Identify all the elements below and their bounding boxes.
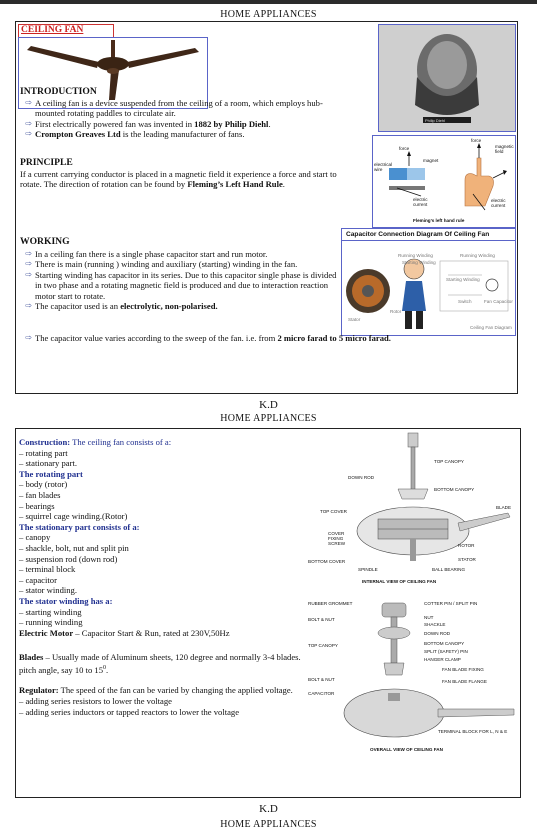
working-list-last: [20, 333, 514, 343]
portrait-illustration: [379, 25, 515, 131]
inventor-portrait: [378, 24, 516, 132]
fleming-current-label: electric current: [413, 197, 428, 207]
arrow-icon: ⇨: [25, 333, 32, 342]
fleming-wire-label: electrical wire: [374, 162, 393, 172]
footer-kd-1: K.D: [259, 399, 278, 411]
working-list: [20, 249, 338, 311]
diag-top-cover: TOP COVER: [320, 509, 347, 514]
intro-list: [20, 98, 350, 140]
diag-rotor: ROTOR: [458, 543, 475, 548]
diag-bottom-canopy: BOTTOM CANOPY: [434, 487, 475, 492]
diag-down-rod: DOWN ROD: [348, 475, 375, 480]
list-item: ⇨ Starting winding has capacitor in its series. Due to this capacitor single phase is divided in two phase and a rotating magnetic field is produced and due to interaction reaction motor start to rotate.: [20, 270, 338, 301]
cap-label: Running Winding: [460, 253, 495, 258]
arrow-icon: ⇨: [25, 249, 32, 258]
list-item: ⇨ In a ceiling fan there is a single phase capacitor start and run motor.: [20, 249, 338, 259]
cap-label: Ceiling Fan Diagram: [470, 325, 512, 330]
cap-label: Running Winding: [398, 253, 433, 258]
diag-stator: STATOR: [458, 557, 476, 562]
cap-label: Stator: [348, 317, 361, 322]
diag-bolt-nut: BOLT & NUT: [308, 617, 335, 622]
overall-view-diagram: [308, 597, 516, 759]
section-title: CEILING FAN: [21, 25, 84, 35]
arrow-icon: ⇨: [25, 98, 32, 107]
diag-bolt-nut-2: BOLT & NUT: [308, 677, 335, 682]
top-dark-bar: [0, 0, 537, 4]
cap-label: Switch: [458, 299, 472, 304]
list-item: ⇨ The capacitor value varies according to the sweep of the fan. i.e. from 2 micro farad to 5 micro farad.: [20, 333, 514, 343]
internal-title: INTERNAL VIEW OF CEILING FAN: [362, 579, 437, 584]
cap-label: Starting Winding: [446, 277, 480, 282]
capacitor-diagram: [341, 228, 516, 336]
diag-rubber: RUBBER GROMMET: [308, 601, 353, 606]
internal-view-diagram: [308, 431, 516, 591]
diag-split-pin: SPLIT (SAFETY) PIN: [424, 649, 468, 654]
fleming-illustration: [373, 136, 515, 227]
construction-text: Construction: The ceiling fan consists of a: – rotating part – stationary part. The rotating part – body (rotor) – fan blades – bearings – squirrel cage winding.(Rotor) The stationary part consists of a: – canopy – shackle, bolt, nut and split pin – suspension rod (down rod) – terminal block – capacitor – stator winding. The stator winding has a: – starting winding – running winding Electric Motor – Capacitor Start & Run, rated at 230V,50Hz Blades – Usually made of Aluminum sheets, 120 degree and normally 3-4 blades. pitch angle, say 10 to $15^0$. Regulator: The speed of the fan can be varied by changing the applied voltage. – adding series resistors to lower the voltage – adding series inductors or tapped reactors to lower the voltage: [19, 437, 301, 717]
diag-down-rod-2: DOWN ROD: [424, 631, 451, 636]
fleming-diagram: [372, 135, 516, 228]
diag-top-canopy: TOP CANOPY: [434, 459, 464, 464]
fleming-field-label: magnetic field: [495, 144, 514, 154]
page-header-2: HOME APPLIANCES: [220, 413, 317, 424]
diag-nut: NUT: [424, 615, 434, 620]
principle-text: If a current carrying conductor is placed in a magnetic field it experience a force and start to rotate. The direction of rotation can be found by Fleming’s Left Hand Rule.: [20, 169, 337, 190]
page-1: [15, 21, 518, 394]
diag-fan-blade-fixing: FAN BLADE FIXING: [442, 667, 484, 672]
diag-cover-fixing: COVER FIXING SCREW: [328, 531, 346, 546]
diag-capacitor: CAPACITOR: [308, 691, 335, 696]
diag-top-canopy-2: TOP CANOPY: [308, 643, 338, 648]
overall-view-illustration: [308, 597, 516, 759]
diag-fan-blade-flange: FAN BLADE FLANGE: [442, 679, 487, 684]
fleming-magnet-label: magnet: [423, 158, 439, 163]
diag-hanger: HANGER CLAMP: [424, 657, 461, 662]
page-2: [15, 428, 521, 798]
diag-terminal: TERMINAL BLOCK FOR L, N & E: [438, 729, 508, 734]
diag-cotter: COTTER PIN / SPLIT PIN: [424, 601, 478, 606]
arrow-icon: ⇨: [25, 259, 32, 269]
diag-bottom-canopy-2: BOTTOM CANOPY: [424, 641, 465, 646]
principle-heading: PRINCIPLE: [20, 157, 73, 168]
page-header-1: HOME APPLIANCES: [220, 9, 317, 20]
page-header-3: HOME APPLIANCES: [220, 819, 317, 830]
footer-kd-2: K.D: [259, 803, 278, 815]
cap-label: Rotor: [390, 309, 402, 314]
intro-heading: INTRODUCTION: [20, 86, 97, 97]
diag-blade: BLADE: [496, 505, 512, 510]
arrow-icon: ⇨: [25, 129, 32, 139]
portrait-caption: Philip Diehl: [425, 118, 446, 123]
overall-title: OVERALL VIEW OF CEILING FAN: [370, 747, 443, 752]
arrow-icon: ⇨: [25, 301, 32, 311]
list-item: ⇨ The capacitor used is an electrolytic, non-polarised.: [20, 301, 338, 311]
diag-ball-bearing: BALL BEARING: [432, 567, 466, 572]
fleming-caption: Fleming’s left hand rule: [413, 218, 465, 223]
list-item: ⇨ A ceiling fan is a device suspended from the ceiling of a room, which employs hub-mounted rotating paddles to circulate air.: [20, 98, 350, 119]
fleming-force2-label: force: [471, 138, 482, 143]
section-title-box: [18, 24, 114, 38]
diag-shackle: SHACKLE: [424, 622, 446, 627]
list-item: ⇨ First electrically powered fan was invented in 1882 by Philip Diehl.: [20, 119, 350, 129]
capacitor-diagram-title: Capacitor Connection Diagram Of Ceiling Fan: [342, 229, 515, 241]
diag-bottom-cover: BOTTOM COVER: [308, 559, 346, 564]
arrow-icon: ⇨: [25, 269, 32, 279]
list-item: ⇨ There is main (running ) winding and auxiliary (starting) winding in the fan.: [20, 259, 338, 269]
diag-spindle: SPINDLE: [358, 567, 378, 572]
list-item: ⇨ Crompton Greaves Ltd is the leading manufacturer of fans.: [20, 129, 350, 139]
working-heading: WORKING: [20, 236, 70, 247]
cap-label: Fan Capacitor: [484, 299, 513, 304]
fleming-force-label: force: [399, 146, 410, 151]
fleming-current2-label: electric current: [491, 198, 506, 208]
arrow-icon: ⇨: [25, 118, 32, 128]
cap-label: Starting Winding: [402, 260, 436, 265]
